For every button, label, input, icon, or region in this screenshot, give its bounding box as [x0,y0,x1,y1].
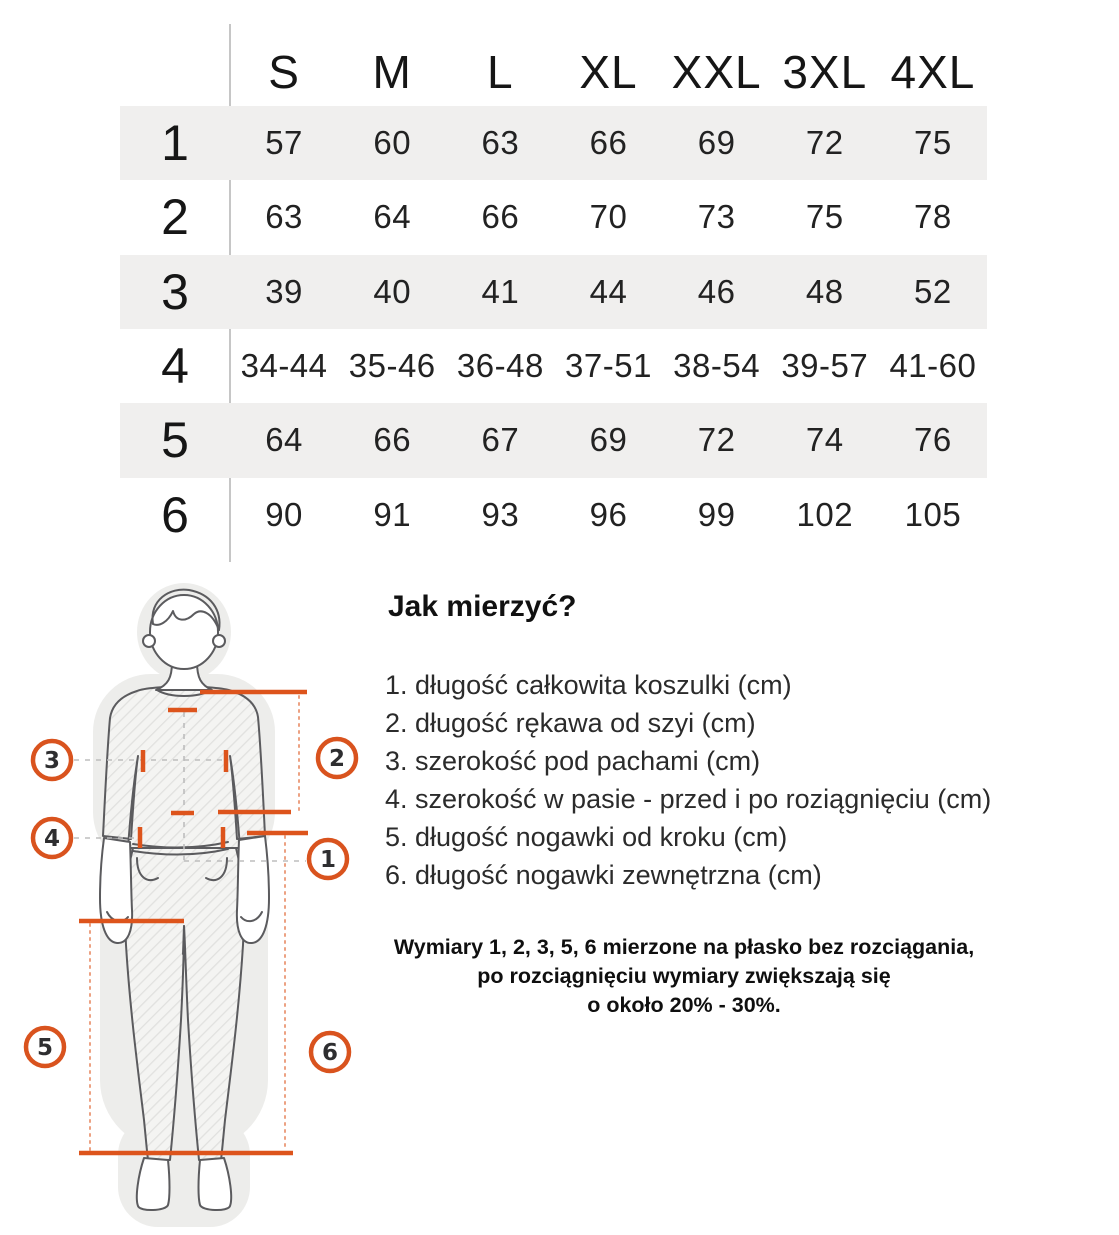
size-cell: 63 [481,124,520,162]
size-cell: 48 [805,272,844,310]
column-header-m: M [372,46,412,98]
measurement-marker-4 [33,819,71,857]
size-cell: 72 [805,124,844,162]
size-cell: 102 [796,495,854,533]
size-cell: 74 [805,421,844,459]
size-cell: 38-54 [673,347,761,385]
column-header-xxl: XXL [671,46,762,98]
size-table-header [120,30,987,114]
row-number: 1 [161,115,189,172]
column-header-3xl: 3XL [782,46,868,98]
row-number: 4 [161,338,189,395]
size-cell: 34-44 [240,347,328,385]
size-cell: 41-60 [889,347,977,385]
size-cell: 60 [373,124,412,162]
howto-item-1: 1. długość całkowita koszulki (cm) [385,670,792,700]
row-number: 6 [161,486,189,543]
size-cell: 99 [697,495,736,533]
size-cell: 69 [589,421,628,459]
size-cell: 66 [481,198,520,236]
row-number: 5 [161,412,189,469]
column-header-l: L [487,46,514,98]
size-cell: 66 [373,421,412,459]
size-cell: 67 [481,421,520,459]
svg-text:4: 4 [43,826,61,852]
table-row [120,106,987,180]
column-header-4xl: 4XL [890,46,976,98]
size-cell: 76 [914,421,952,459]
size-cell: 36-48 [456,347,544,385]
howto-item-6: 6. długość nogawki zewnętrzna (cm) [385,860,822,890]
size-cell: 90 [265,495,303,533]
size-cell: 91 [373,495,412,533]
column-header-s: S [268,46,300,98]
table-row [120,180,987,254]
size-cell: 52 [914,272,952,310]
table-row [120,329,987,403]
note-line-3: o około 20% - 30%. [587,993,781,1017]
size-cell: 69 [697,124,736,162]
size-cell: 64 [265,421,303,459]
size-cell: 73 [697,198,736,236]
size-cell: 72 [697,421,736,459]
size-cell: 39-57 [781,347,869,385]
svg-text:5: 5 [36,1035,54,1061]
row-number: 3 [161,263,189,320]
table-row [120,478,987,552]
size-cell: 66 [589,124,628,162]
row-number: 2 [161,189,189,246]
body-diagram [0,580,380,1235]
measurement-marker-1 [309,840,347,878]
howto-item-5: 5. długość nogawki od kroku (cm) [385,822,788,852]
howto-title: Jak mierzyć? [388,590,577,623]
table-row [120,255,987,329]
size-cell: 64 [373,198,412,236]
size-table [120,106,987,552]
measurement-marker-6 [311,1033,349,1071]
note-line-1: Wymiary 1, 2, 3, 5, 6 mierzone na płasko bez rozciągania, [393,935,975,959]
size-cell: 57 [265,124,303,162]
size-cell: 41 [481,272,520,310]
table-row [120,403,987,477]
stretch-note [334,933,1034,1020]
svg-text:2: 2 [328,746,346,772]
size-cell: 35-46 [348,347,436,385]
howto-item-4: 4. szerokość w pasie - przed i po roziągnięciu (cm) [385,784,992,814]
size-cell: 70 [589,198,628,236]
svg-text:1: 1 [319,847,337,873]
howto-item-3: 3. szerokość pod pachami (cm) [385,746,761,776]
note-line-2: po rozciągnięciu wymiary zwiększają się [477,964,891,988]
measurement-marker-2 [318,739,356,777]
size-cell: 46 [697,272,736,310]
size-cell: 105 [904,495,962,533]
howto-list [385,666,1109,894]
column-header-xl: XL [579,46,638,98]
size-cell: 75 [805,198,844,236]
measurement-marker-3 [33,741,71,779]
svg-text:3: 3 [43,748,61,774]
size-cell: 40 [373,272,412,310]
svg-text:6: 6 [321,1040,339,1066]
size-cell: 93 [481,495,520,533]
size-cell: 96 [589,495,628,533]
size-cell: 39 [265,272,303,310]
howto-item-2: 2. długość rękawa od szyi (cm) [385,708,756,738]
measurement-marker-5 [26,1028,64,1066]
size-cell: 44 [589,272,628,310]
size-cell: 78 [914,198,952,236]
size-cell: 37-51 [565,347,652,385]
person-figure-svg [0,580,380,1235]
size-cell: 75 [914,124,952,162]
size-cell: 63 [265,198,303,236]
